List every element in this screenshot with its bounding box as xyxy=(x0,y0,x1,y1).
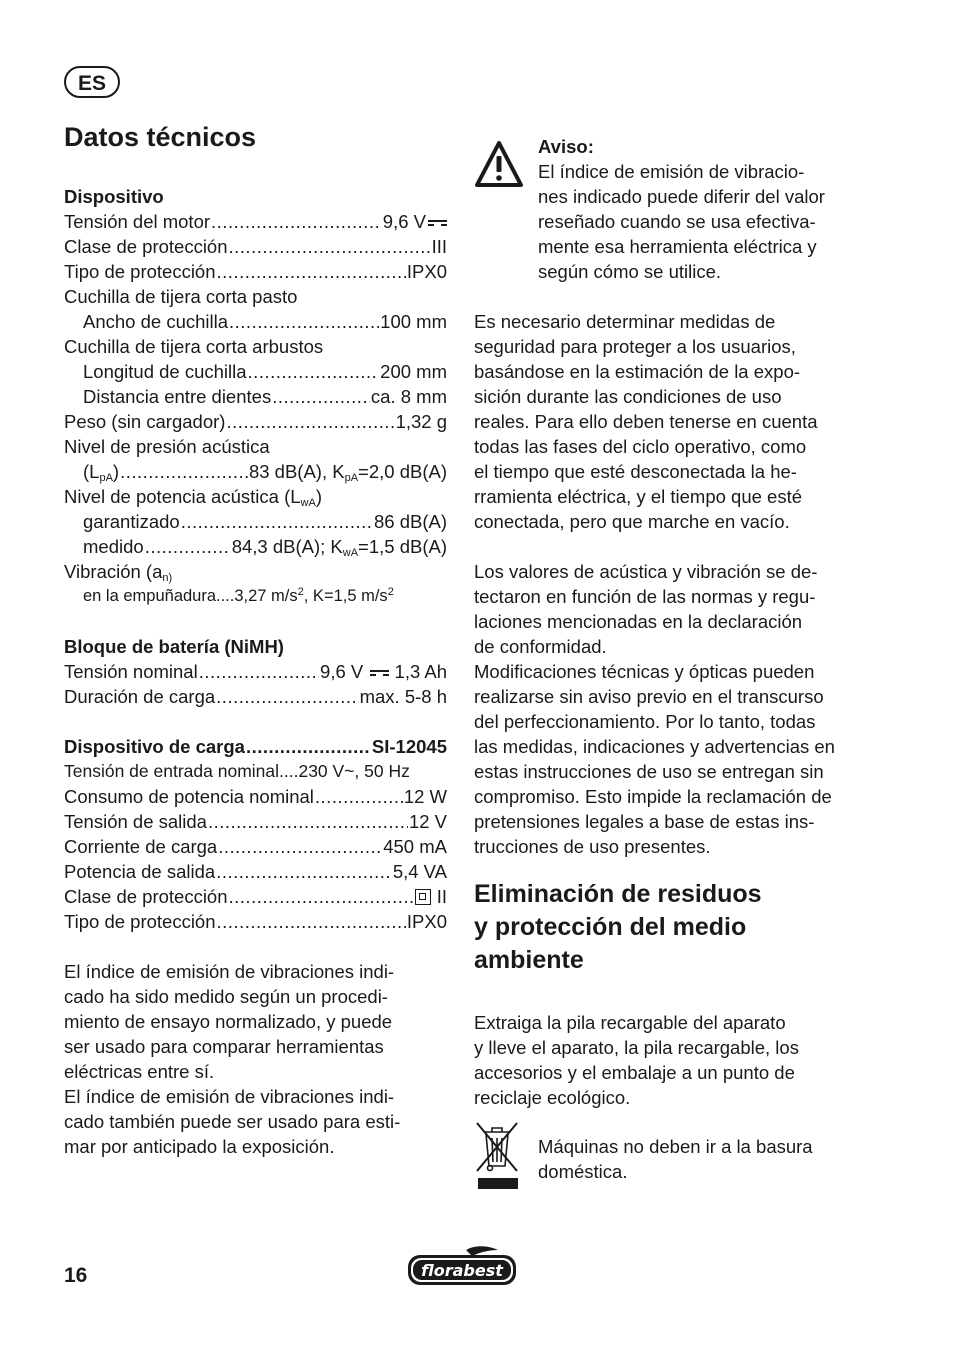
spec-subheading: Nivel de potencia acústica $(L_{wA})$ xyxy=(64,486,322,509)
spec-label: Tensión de salida xyxy=(64,811,207,832)
disposal-paragraph xyxy=(474,1010,858,1110)
safety-paragraph xyxy=(474,309,858,859)
spec-subheading: Cuchilla de tijera corta pasto xyxy=(64,286,298,307)
text-line: cado ha sido medido según un procedi- xyxy=(64,986,388,1007)
text-line: y lleve el aparato, la pila recargable, los xyxy=(474,1037,799,1058)
spec-row xyxy=(64,409,447,434)
spec-label: Duración de carga xyxy=(64,686,216,707)
text-line: del perfeccionamiento. Por lo tanto, todas xyxy=(474,711,816,732)
device-heading: Dispositivo xyxy=(64,186,164,207)
spec-label: Tensión nominal xyxy=(64,661,198,682)
page-title: Datos técnicos xyxy=(64,122,257,152)
spec-label: Potencia de salida xyxy=(64,861,216,882)
spec-row xyxy=(64,659,447,684)
text-line: El índice de emisión de vibraciones indi- xyxy=(64,1086,395,1107)
text-line: El índice de emisión de vibracio- xyxy=(538,161,805,182)
text-line: nes indicado puede diferir del valor xyxy=(538,186,825,207)
spec-value: 84,3 dB(A); $K_{wA}=1,5$ dB(A) xyxy=(231,536,447,559)
spec-value: max. 5-8 h xyxy=(359,686,447,707)
svg-text:florabest: florabest xyxy=(421,1261,503,1280)
spec-label: Tensión del motor xyxy=(64,211,211,232)
text-line: mente esa herramienta eléctrica y xyxy=(538,236,817,257)
spec-row xyxy=(64,209,447,234)
spec-label: Clase de protección xyxy=(64,886,228,907)
text-line: Máquinas no deben ir a la basura xyxy=(538,1136,813,1157)
text-line: tectaron en función de las normas y regu- xyxy=(474,586,816,607)
spec-row xyxy=(64,234,447,259)
spec-row xyxy=(64,834,447,859)
spec-subheading: Nivel de presión acústica xyxy=(64,436,270,457)
text-line: eléctricas entre sí. xyxy=(64,1061,215,1082)
spec-value: 1,32 g xyxy=(395,411,447,432)
crossed-out-bin-icon xyxy=(474,1120,520,1190)
text-line: según cómo se utilice. xyxy=(538,261,722,282)
charger-model: SI-12045 xyxy=(371,736,447,757)
technical-data-column xyxy=(64,184,447,1159)
text-line: estas instrucciones de uso se entregan sin xyxy=(474,761,824,782)
spec-value: 12 W xyxy=(403,786,447,807)
spec-row xyxy=(64,809,447,834)
spec-row xyxy=(64,534,447,559)
spec-row xyxy=(64,859,447,884)
spec-row: Tensión de entrada nominal....230 V~, 50 Hz xyxy=(64,761,410,781)
text-line: las medidas, indicaciones y advertencias en xyxy=(474,736,835,757)
spec-row xyxy=(64,384,447,409)
text-line: cado también puede ser usado para esti- xyxy=(64,1111,401,1132)
text-line: Extraiga la pila recargable del aparato xyxy=(474,1012,786,1033)
text-line: compromiso. Esto impide la reclamación de xyxy=(474,786,832,807)
spec-row xyxy=(64,884,447,909)
bin-note xyxy=(538,1134,868,1184)
spec-subheading: Vibración ($a_{n)}$ xyxy=(64,561,173,584)
text-line: realizarse sin aviso previo en el transcurso xyxy=(474,686,824,707)
spec-label: garantizado xyxy=(83,511,180,532)
text-line: trucciones de uso presentes. xyxy=(474,836,711,857)
text-line: todas las fases del ciclo operativo, como xyxy=(474,436,807,457)
text-line: Los valores de acústica y vibración se de- xyxy=(474,561,818,582)
warning-title: Aviso: xyxy=(538,136,594,157)
florabest-logo xyxy=(406,1244,518,1288)
spec-subheading: Cuchilla de tijera corta arbustos xyxy=(64,336,324,357)
dc-current-icon xyxy=(370,669,389,677)
spec-label: Distancia entre dientes xyxy=(83,386,272,407)
spec-row xyxy=(64,459,447,484)
spec-value: 5,4 VA xyxy=(392,861,447,882)
spec-label: medido xyxy=(83,536,144,557)
spec-row xyxy=(64,509,447,534)
page-number: 16 xyxy=(64,1264,88,1287)
spec-row xyxy=(64,684,447,709)
spec-row xyxy=(64,309,447,334)
spec-value: III xyxy=(431,236,447,257)
charger-heading: Dispositivo de carga ..... SI-12045 xyxy=(64,734,447,759)
text-line: Modificaciones técnicas y ópticas pueden xyxy=(474,661,815,682)
disposal-heading: Eliminación de residuos y protección del medio ambiente xyxy=(474,880,762,974)
text-line: accesorios y el embalaje a un punto de xyxy=(474,1062,795,1083)
text-line: seguridad para proteger a los usuarios, xyxy=(474,336,796,357)
spec-value: IPX0 xyxy=(406,261,447,282)
text-line: ser usado para comparar herramientas xyxy=(64,1036,384,1057)
vibration-paragraph xyxy=(64,959,447,1159)
spec-label: Corriente de carga xyxy=(64,836,218,857)
warning-triangle-icon xyxy=(474,140,524,188)
warning-notice xyxy=(538,134,868,284)
text-line: sición durante las condiciones de uso xyxy=(474,386,782,407)
spec-value: 9,6 V xyxy=(382,211,426,232)
spec-value: 100 mm xyxy=(380,311,447,332)
spec-value: IPX0 xyxy=(406,911,447,932)
text-line: reseñado cuando se usa efectiva- xyxy=(538,211,816,232)
text-line: basándose en la estimación de la expo- xyxy=(474,361,801,382)
spec-value: 200 mm xyxy=(380,361,447,382)
vibration-value: en la empuñadura....3,27 $m/s^2$, K=1,5 $m/s^2$ xyxy=(83,586,394,605)
spec-label: Tipo de protección xyxy=(64,911,216,932)
spec-row xyxy=(64,259,447,284)
spec-value: 9,6 V xyxy=(320,661,364,682)
battery-heading: Bloque de batería (NiMH) xyxy=(64,636,284,657)
spec-label: Longitud de cuchilla xyxy=(83,361,247,382)
text-line: mar por anticipado la exposición. xyxy=(64,1136,335,1157)
spec-value: 450 mA xyxy=(383,836,447,857)
text-line: rramienta eléctrica, y el tiempo que esté xyxy=(474,486,803,507)
spec-value: 86 dB(A) xyxy=(373,511,447,532)
spec-row xyxy=(64,359,447,384)
spec-label: Ancho de cuchilla xyxy=(83,311,229,332)
text-line: conectada, pero que marche en vacío. xyxy=(474,511,790,532)
spec-label: Peso (sin cargador) xyxy=(64,411,226,432)
spec-label: Tipo de protección xyxy=(64,261,216,282)
dc-current-icon xyxy=(428,219,447,227)
text-line: Es necesario determinar medidas de xyxy=(474,311,776,332)
text-line: reciclaje ecológico. xyxy=(474,1087,631,1108)
spec-label: Consumo de potencia nominal xyxy=(64,786,314,807)
spec-value: 1,3 Ah xyxy=(394,661,447,682)
spec-row xyxy=(64,784,447,809)
text-line: doméstica. xyxy=(538,1161,628,1182)
text-line: El índice de emisión de vibraciones indi- xyxy=(64,961,395,982)
spec-label: $(L_{pA})$ xyxy=(83,461,120,484)
text-line: reales. Para ello deben tenerse en cuenta xyxy=(474,411,818,432)
spec-value: 83 dB(A), $K_{pA}=2,0$ dB(A) xyxy=(248,461,447,484)
text-line: pretensiones legales a base de estas ins- xyxy=(474,811,815,832)
spec-value: II xyxy=(436,886,447,907)
language-badge: ES xyxy=(64,66,120,98)
spec-label: Clase de protección xyxy=(64,236,228,257)
spec-row xyxy=(64,909,447,934)
protection-class-ii-icon xyxy=(415,889,431,905)
spec-value: 12 V xyxy=(408,811,447,832)
text-line: de conformidad. xyxy=(474,636,607,657)
text-line: el tiempo que esté desconectada la he- xyxy=(474,461,797,482)
spec-value: ca. 8 mm xyxy=(370,386,447,407)
text-line: miento de ensayo normalizado, y puede xyxy=(64,1011,393,1032)
text-line: laciones mencionadas en la declaración xyxy=(474,611,803,632)
